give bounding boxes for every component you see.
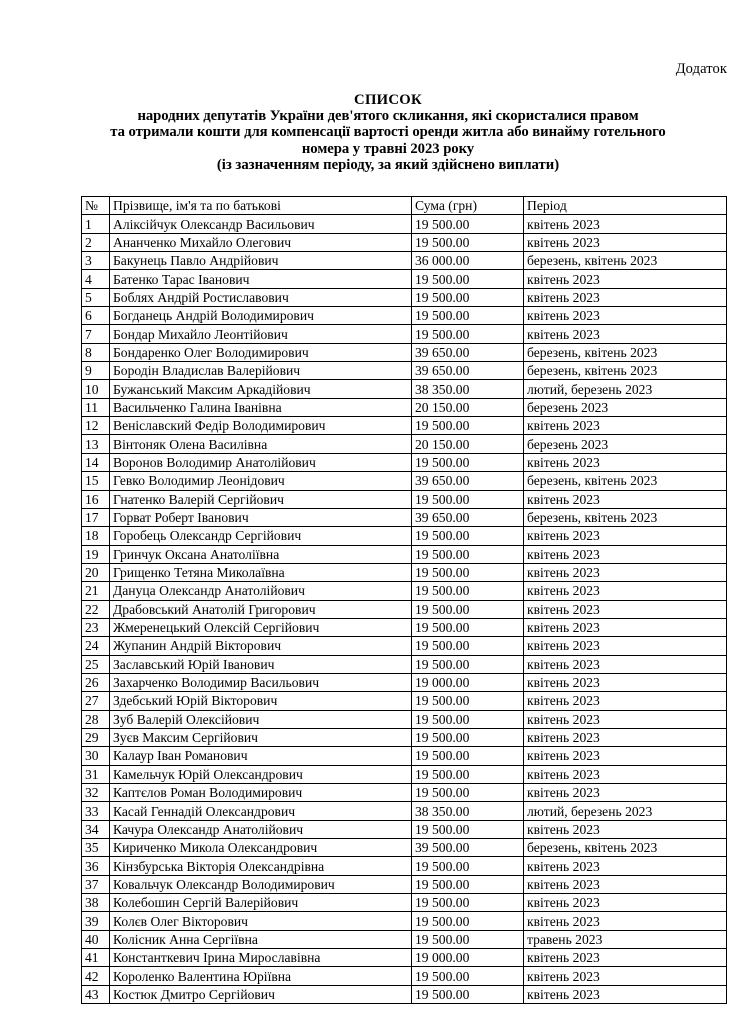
cell-period: квітень 2023 <box>524 307 727 325</box>
cell-number: 36 <box>82 857 110 875</box>
table-row <box>82 508 727 526</box>
cell-amount: 19 500.00 <box>412 307 524 325</box>
cell-period: березень, квітень 2023 <box>524 343 727 361</box>
cell-number: 7 <box>82 325 110 343</box>
table-row <box>82 930 727 948</box>
cell-number: 25 <box>82 655 110 673</box>
cell-period: квітень 2023 <box>524 784 727 802</box>
cell-period: березень, квітень 2023 <box>524 472 727 490</box>
cell-amount: 19 500.00 <box>412 618 524 636</box>
table-row <box>82 820 727 838</box>
cell-number: 38 <box>82 894 110 912</box>
cell-period: квітень 2023 <box>524 985 727 1003</box>
cell-period: квітень 2023 <box>524 490 727 508</box>
title-subtitle-line-1: народних депутатів України дев'ятого скликання, які скористалися правом <box>137 108 639 125</box>
cell-amount: 19 500.00 <box>412 545 524 563</box>
cell-number: 35 <box>82 839 110 857</box>
table-row <box>82 802 727 820</box>
table-row <box>82 343 727 361</box>
cell-period: квітень 2023 <box>524 820 727 838</box>
table-row <box>82 710 727 728</box>
cell-amount: 19 500.00 <box>412 967 524 985</box>
cell-amount: 19 500.00 <box>412 765 524 783</box>
table-row <box>82 417 727 435</box>
cell-amount: 19 500.00 <box>412 563 524 581</box>
cell-number: 16 <box>82 490 110 508</box>
cell-amount: 39 500.00 <box>412 839 524 857</box>
cell-number: 2 <box>82 233 110 251</box>
cell-fullname: Бакунець Павло Андрійович <box>110 252 412 270</box>
table-row <box>82 600 727 618</box>
cell-fullname: Гринчук Оксана Анатоліївна <box>110 545 412 563</box>
cell-amount: 39 650.00 <box>412 472 524 490</box>
cell-fullname: Касай Геннадій Олександрович <box>110 802 412 820</box>
table-row <box>82 839 727 857</box>
table-body <box>82 215 727 1004</box>
column-header-fullname: Прізвище, ім'я та по батькові <box>110 197 412 215</box>
cell-amount: 19 500.00 <box>412 820 524 838</box>
table-row <box>82 563 727 581</box>
cell-number: 22 <box>82 600 110 618</box>
title-subtitle-line-2: та отримали кошти для компенсації вартості оренди житла або винайму готельного <box>110 124 666 141</box>
cell-number: 31 <box>82 765 110 783</box>
cell-fullname: Вінтоняк Олена Василівна <box>110 435 412 453</box>
table-row <box>82 362 727 380</box>
table-row <box>82 453 727 471</box>
cell-fullname: Жупанин Андрій Вікторович <box>110 637 412 655</box>
cell-amount: 20 150.00 <box>412 398 524 416</box>
cell-amount: 19 500.00 <box>412 857 524 875</box>
cell-amount: 19 500.00 <box>412 710 524 728</box>
cell-period: квітень 2023 <box>524 857 727 875</box>
cell-amount: 19 500.00 <box>412 875 524 893</box>
cell-period: квітень 2023 <box>524 765 727 783</box>
cell-number: 30 <box>82 747 110 765</box>
cell-fullname: Гевко Володимир Леонідович <box>110 472 412 490</box>
cell-period: квітень 2023 <box>524 325 727 343</box>
table-row <box>82 252 727 270</box>
table-row <box>82 398 727 416</box>
cell-amount: 36 000.00 <box>412 252 524 270</box>
title-subtitle-line-4: (із зазначенням періоду, за який здійснено виплати) <box>216 156 560 173</box>
table-row <box>82 673 727 691</box>
cell-number: 10 <box>82 380 110 398</box>
cell-number: 33 <box>82 802 110 820</box>
cell-period: березень 2023 <box>524 435 727 453</box>
cell-period: квітень 2023 <box>524 728 727 746</box>
cell-period: лютий, березень 2023 <box>524 380 727 398</box>
cell-fullname: Горобець Олександр Сергійович <box>110 527 412 545</box>
cell-period: квітень 2023 <box>524 545 727 563</box>
title-subtitle-line-3: номера у травні 2023 року <box>301 140 475 157</box>
table-row <box>82 233 727 251</box>
cell-amount: 19 500.00 <box>412 692 524 710</box>
cell-fullname: Здебський Юрій Вікторович <box>110 692 412 710</box>
cell-fullname: Бородін Владислав Валерійович <box>110 362 412 380</box>
cell-amount: 19 000.00 <box>412 949 524 967</box>
column-header-amount: Сума (грн) <box>412 197 524 215</box>
table-row <box>82 270 727 288</box>
cell-fullname: Воронов Володимир Анатолійович <box>110 453 412 471</box>
document-title-block <box>78 92 698 173</box>
cell-fullname: Драбовський Анатолій Григорович <box>110 600 412 618</box>
table-row <box>82 325 727 343</box>
cell-amount: 19 500.00 <box>412 784 524 802</box>
cell-amount: 19 500.00 <box>412 233 524 251</box>
cell-amount: 19 500.00 <box>412 600 524 618</box>
cell-number: 37 <box>82 875 110 893</box>
cell-number: 9 <box>82 362 110 380</box>
cell-period: квітень 2023 <box>524 288 727 306</box>
cell-number: 40 <box>82 930 110 948</box>
cell-number: 14 <box>82 453 110 471</box>
cell-period: квітень 2023 <box>524 527 727 545</box>
cell-period: квітень 2023 <box>524 912 727 930</box>
cell-number: 8 <box>82 343 110 361</box>
cell-fullname: Колебошин Сергій Валерійович <box>110 894 412 912</box>
table-row <box>82 472 727 490</box>
table-row <box>82 784 727 802</box>
cell-number: 11 <box>82 398 110 416</box>
page-title: СПИСОК <box>354 92 422 108</box>
cell-period: лютий, березень 2023 <box>524 802 727 820</box>
cell-amount: 19 500.00 <box>412 325 524 343</box>
cell-period: квітень 2023 <box>524 215 727 233</box>
cell-number: 34 <box>82 820 110 838</box>
cell-amount: 19 500.00 <box>412 490 524 508</box>
table-row <box>82 765 727 783</box>
cell-number: 3 <box>82 252 110 270</box>
cell-number: 17 <box>82 508 110 526</box>
table-row <box>82 692 727 710</box>
table-row <box>82 857 727 875</box>
cell-fullname: Бондаренко Олег Володимирович <box>110 343 412 361</box>
cell-period: квітень 2023 <box>524 417 727 435</box>
table-row <box>82 215 727 233</box>
cell-amount: 19 500.00 <box>412 655 524 673</box>
table-row <box>82 288 727 306</box>
cell-number: 13 <box>82 435 110 453</box>
table-row <box>82 967 727 985</box>
cell-period: березень, квітень 2023 <box>524 252 727 270</box>
cell-period: березень, квітень 2023 <box>524 839 727 857</box>
table-header-row <box>82 197 727 215</box>
cell-amount: 20 150.00 <box>412 435 524 453</box>
table-header <box>82 197 727 215</box>
table-row <box>82 728 727 746</box>
cell-fullname: Богданець Андрій Володимирович <box>110 307 412 325</box>
cell-amount: 19 500.00 <box>412 453 524 471</box>
table-row <box>82 949 727 967</box>
cell-number: 29 <box>82 728 110 746</box>
cell-amount: 38 350.00 <box>412 802 524 820</box>
cell-number: 20 <box>82 563 110 581</box>
cell-period: квітень 2023 <box>524 692 727 710</box>
cell-amount: 19 500.00 <box>412 527 524 545</box>
cell-fullname: Ананченко Михайло Олегович <box>110 233 412 251</box>
cell-amount: 39 650.00 <box>412 362 524 380</box>
cell-period: квітень 2023 <box>524 967 727 985</box>
cell-number: 26 <box>82 673 110 691</box>
cell-period: квітень 2023 <box>524 453 727 471</box>
cell-number: 32 <box>82 784 110 802</box>
cell-fullname: Захарченко Володимир Васильович <box>110 673 412 691</box>
cell-amount: 19 500.00 <box>412 894 524 912</box>
cell-amount: 19 500.00 <box>412 747 524 765</box>
cell-fullname: Кінзбурська Вікторія Олександрівна <box>110 857 412 875</box>
cell-fullname: Веніславский Федір Володимирович <box>110 417 412 435</box>
table-row <box>82 618 727 636</box>
cell-fullname: Дануца Олександр Анатолійович <box>110 582 412 600</box>
cell-period: березень 2023 <box>524 398 727 416</box>
cell-fullname: Васильченко Галина Іванівна <box>110 398 412 416</box>
cell-number: 18 <box>82 527 110 545</box>
table-row <box>82 527 727 545</box>
cell-number: 23 <box>82 618 110 636</box>
cell-amount: 39 650.00 <box>412 343 524 361</box>
cell-fullname: Колісник Анна Сергіївна <box>110 930 412 948</box>
cell-fullname: Бондар Михайло Леонтійович <box>110 325 412 343</box>
table-row <box>82 490 727 508</box>
cell-number: 1 <box>82 215 110 233</box>
cell-period: квітень 2023 <box>524 894 727 912</box>
cell-fullname: Камельчук Юрій Олександрович <box>110 765 412 783</box>
cell-amount: 38 350.00 <box>412 380 524 398</box>
cell-amount: 19 500.00 <box>412 637 524 655</box>
cell-fullname: Константкевич Ірина Мирославівна <box>110 949 412 967</box>
cell-fullname: Аліксійчук Олександр Васильович <box>110 215 412 233</box>
cell-fullname: Кириченко Микола Олександрович <box>110 839 412 857</box>
cell-period: квітень 2023 <box>524 673 727 691</box>
cell-period: квітень 2023 <box>524 563 727 581</box>
cell-fullname: Зуб Валерій Олексійович <box>110 710 412 728</box>
cell-period: квітень 2023 <box>524 618 727 636</box>
cell-number: 39 <box>82 912 110 930</box>
payments-table <box>81 196 727 1004</box>
cell-fullname: Костюк Дмитро Сергійович <box>110 985 412 1003</box>
cell-amount: 19 500.00 <box>412 728 524 746</box>
table-row <box>82 894 727 912</box>
cell-number: 4 <box>82 270 110 288</box>
cell-number: 19 <box>82 545 110 563</box>
cell-amount: 19 000.00 <box>412 673 524 691</box>
table-row <box>82 875 727 893</box>
column-header-number: № <box>82 197 110 215</box>
cell-period: квітень 2023 <box>524 233 727 251</box>
cell-number: 41 <box>82 949 110 967</box>
cell-fullname: Гнатенко Валерій Сергійович <box>110 490 412 508</box>
cell-fullname: Короленко Валентина Юріївна <box>110 967 412 985</box>
cell-amount: 19 500.00 <box>412 912 524 930</box>
cell-period: квітень 2023 <box>524 655 727 673</box>
cell-number: 12 <box>82 417 110 435</box>
table-row <box>82 307 727 325</box>
cell-fullname: Боблях Андрій Ростиславович <box>110 288 412 306</box>
cell-fullname: Качура Олександр Анатолійович <box>110 820 412 838</box>
cell-period: квітень 2023 <box>524 637 727 655</box>
table-row <box>82 655 727 673</box>
cell-period: квітень 2023 <box>524 600 727 618</box>
table-row <box>82 912 727 930</box>
table-row <box>82 380 727 398</box>
cell-fullname: Батенко Тарас Іванович <box>110 270 412 288</box>
cell-fullname: Ковальчук Олександр Володимирович <box>110 875 412 893</box>
table-row <box>82 582 727 600</box>
cell-amount: 19 500.00 <box>412 215 524 233</box>
cell-period: березень, квітень 2023 <box>524 362 727 380</box>
table-row <box>82 545 727 563</box>
cell-number: 27 <box>82 692 110 710</box>
appendix-label: Додаток <box>675 61 727 77</box>
cell-fullname: Калаур Іван Романович <box>110 747 412 765</box>
cell-amount: 19 500.00 <box>412 582 524 600</box>
cell-amount: 19 500.00 <box>412 270 524 288</box>
cell-amount: 19 500.00 <box>412 288 524 306</box>
cell-fullname: Жмеренецький Олексій Сергійович <box>110 618 412 636</box>
table-row <box>82 747 727 765</box>
table-row <box>82 985 727 1003</box>
cell-period: травень 2023 <box>524 930 727 948</box>
cell-amount: 19 500.00 <box>412 417 524 435</box>
cell-fullname: Горват Роберт Іванович <box>110 508 412 526</box>
cell-amount: 19 500.00 <box>412 930 524 948</box>
cell-number: 21 <box>82 582 110 600</box>
cell-fullname: Зуєв Максим Сергійович <box>110 728 412 746</box>
table-row <box>82 435 727 453</box>
cell-fullname: Заславський Юрій Іванович <box>110 655 412 673</box>
cell-number: 28 <box>82 710 110 728</box>
cell-number: 5 <box>82 288 110 306</box>
column-header-period: Період <box>524 197 727 215</box>
cell-period: березень, квітень 2023 <box>524 508 727 526</box>
cell-number: 42 <box>82 967 110 985</box>
cell-number: 15 <box>82 472 110 490</box>
cell-fullname: Каптєлов Роман Володимирович <box>110 784 412 802</box>
cell-period: квітень 2023 <box>524 710 727 728</box>
cell-period: квітень 2023 <box>524 747 727 765</box>
cell-amount: 39 650.00 <box>412 508 524 526</box>
cell-fullname: Колєв Олег Вікторович <box>110 912 412 930</box>
cell-period: квітень 2023 <box>524 949 727 967</box>
cell-period: квітень 2023 <box>524 582 727 600</box>
cell-fullname: Грищенко Тетяна Миколаївна <box>110 563 412 581</box>
table-row <box>82 637 727 655</box>
cell-number: 6 <box>82 307 110 325</box>
cell-fullname: Бужанський Максим Аркадійович <box>110 380 412 398</box>
cell-amount: 19 500.00 <box>412 985 524 1003</box>
cell-period: квітень 2023 <box>524 875 727 893</box>
cell-number: 24 <box>82 637 110 655</box>
cell-period: квітень 2023 <box>524 270 727 288</box>
cell-number: 43 <box>82 985 110 1003</box>
